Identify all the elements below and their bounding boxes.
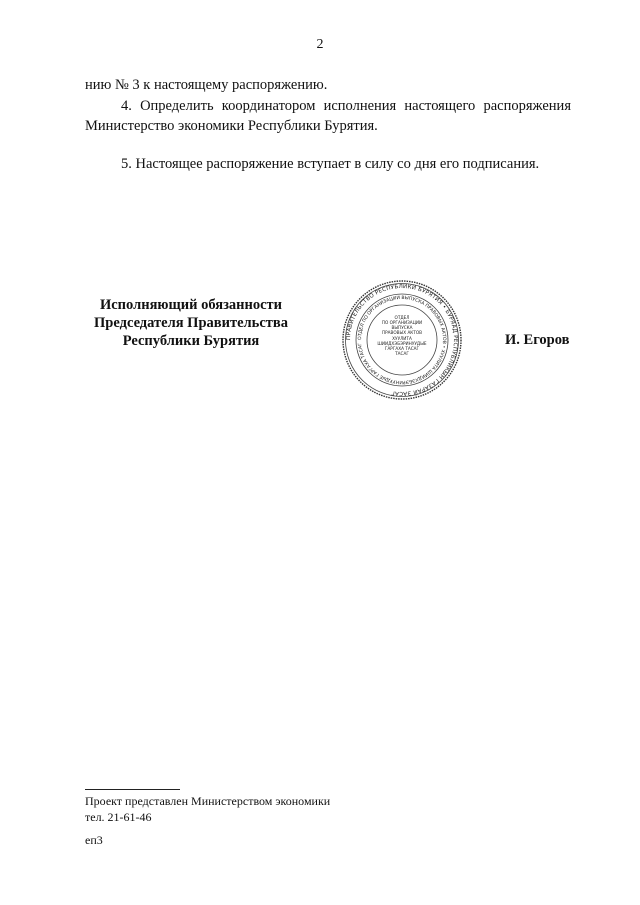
signer-position-line: Исполняющий обязанности: [99, 297, 283, 313]
footnote-code: еп3: [85, 833, 103, 847]
stamp-inner-text: ОТДЕЛ ПО ОРГАНИЗАЦИИ ВЫПУСКА ПРАВОВЫХ АКТОВ • ХУУЛИТА ШИИДХЭБЭРИНУУДЫЕ ГАРГАХА ТАСАГ: [357, 295, 447, 385]
footnote-author: Проект представлен Министерством экономики: [85, 794, 331, 808]
official-seal-stamp: [341, 279, 463, 401]
stamp-center-line: ПО ОРГАНИЗАЦИИ: [381, 320, 423, 325]
stamp-center-line: ВЫПУСКА: [391, 325, 413, 330]
paragraph-continuation: нию № 3 к настоящему распоряжению.: [85, 77, 328, 93]
paragraph-item-4-line1: 4. Определить координатором исполнения настоящего распоряжения: [121, 98, 571, 114]
paragraph-item-4-line2: Министерство экономики Республики Бурятия.: [85, 118, 378, 134]
signer-position: [80, 296, 302, 350]
footnote-phone: тел. 21-61-46: [85, 810, 152, 824]
signatory-name: И. Егоров: [505, 332, 570, 348]
stamp-center-line: ХУУЛИТА: [392, 336, 412, 341]
signer-position-line: Председателя Правительства: [94, 315, 288, 331]
stamp-center-line: ТАСАГ: [395, 351, 409, 356]
stamp-center-line: ПРАВОВЫХ АКТОВ: [381, 330, 423, 335]
footnote-divider: [85, 789, 180, 790]
stamp-center-line: ШИИДХЭБЭРИНУУДЫЕ: [377, 341, 427, 346]
signer-position-line: Республики Бурятия: [122, 333, 260, 349]
stamp-center-line: ОТДЕЛ: [394, 315, 410, 320]
page-number: 2: [316, 37, 324, 52]
stamp-outer-text: ПРАВИТЕЛЬСТВО РЕСПУБЛИКИ БУРЯТИЯ • БУРЯАД РЕСПУБЛИКЫН ГАЗАРАЙ ЗАСАГ: [345, 283, 459, 397]
paragraph-item-5: 5. Настоящее распоряжение вступает в силу со дня его подписания.: [121, 156, 540, 172]
stamp-center-line: ГАРГАХА ТАСАГ: [384, 346, 420, 351]
